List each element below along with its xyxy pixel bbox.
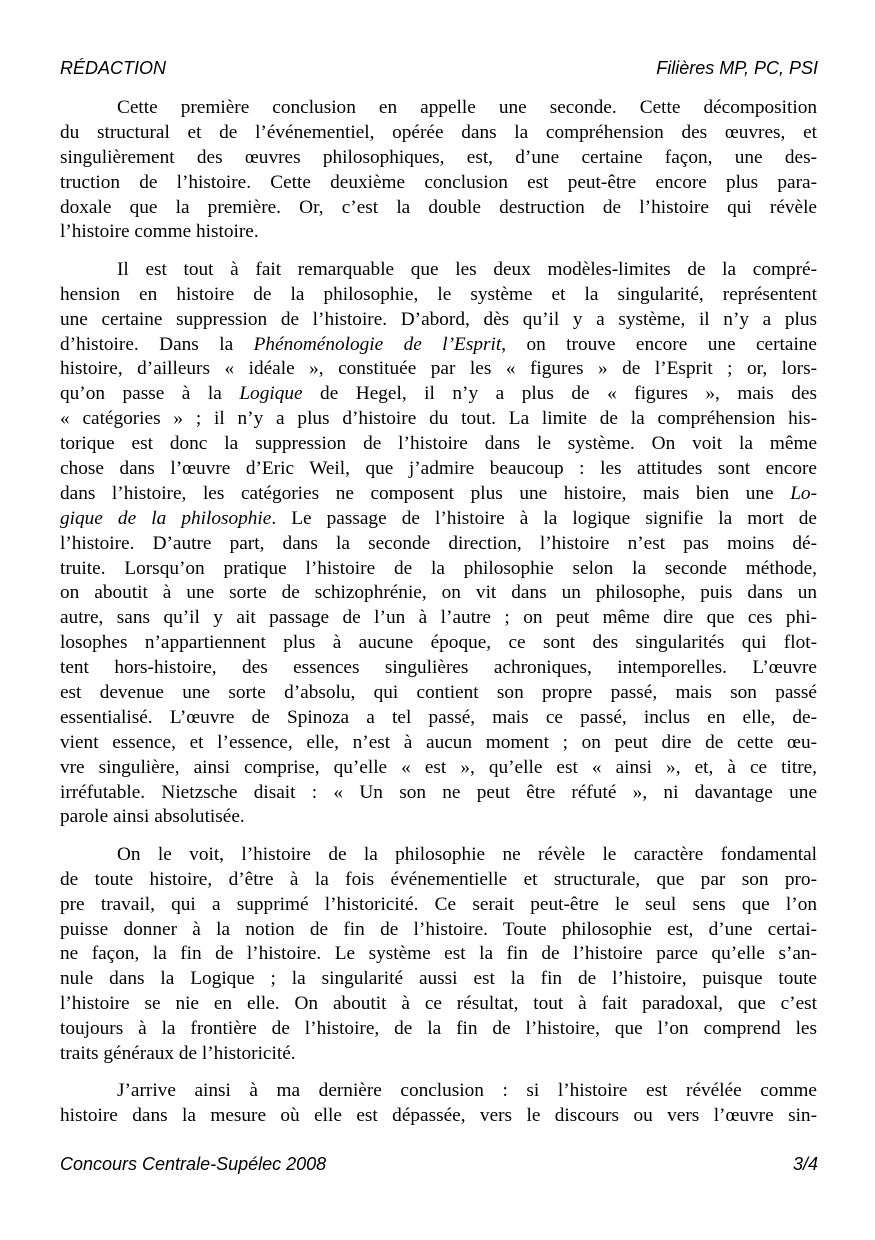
text-line: vient essence, et l’essence, elle, n’est à aucun moment ; on peut dire de cette œu- xyxy=(60,731,817,753)
text-line: on aboutit à une sorte de schizophrénie, on vit dans un philosophe, puis dans un xyxy=(60,582,817,604)
text-line: nule dans la Logique ; la singularité aussi est la fin de l’histoire, puisque toute xyxy=(60,968,817,990)
body-text xyxy=(60,96,817,1142)
text-line: Cette première conclusion en appelle une seconde. Cette décomposition xyxy=(117,97,817,118)
text-line: autre, sans qu’il y ait passage de l’un à l’autre ; on peut même dire que ces phi- xyxy=(60,607,817,629)
book-title-phenomenologie: Phénoménologie de l’Esprit xyxy=(253,333,502,355)
text-segment: de Hegel, il n’y a plus de « figures », mais des xyxy=(302,383,817,405)
paragraph-4 xyxy=(60,1079,817,1129)
text-line: torique est donc la suppression de l’histoire dans le système. On voit la même xyxy=(60,433,817,455)
text-line: truite. Lorsqu’on pratique l’histoire de la philosophie selon la seconde méthode, xyxy=(60,557,817,579)
text-line: l’histoire comme histoire. xyxy=(60,221,259,243)
paragraph-3 xyxy=(60,843,817,1067)
text-line: toujours à la frontière de l’histoire, de la fin de l’histoire, que l’on comprend les xyxy=(60,1018,817,1040)
page-header xyxy=(60,57,818,79)
text-line xyxy=(60,333,817,358)
text-line: ne façon, la fin de l’histoire. Le système est la fin de l’histoire parce qu’elle s’an- xyxy=(60,943,817,965)
paragraph-2 xyxy=(60,258,817,830)
text-segment: , on trouve encore une certaine xyxy=(501,333,817,355)
text-line: traits généraux de l’historicité. xyxy=(60,1042,296,1064)
text-line: de toute histoire, d’être à la fois événementielle et structurale, que par son pro- xyxy=(60,868,817,890)
text-line: puisse donner à la notion de fin de l’histoire. Toute philosophie est, d’une certai- xyxy=(60,918,817,940)
text-line: truction de l’histoire. Cette deuxième conclusion est peut-être encore plus para- xyxy=(60,171,817,193)
text-line: singulièrement des œuvres philosophiques, est, d’une certaine façon, une des- xyxy=(60,146,817,168)
text-line: J’arrive ainsi à ma dernière conclusion : si l’histoire est révélée comme xyxy=(117,1080,817,1102)
text-line: tent hors-histoire, des essences singulières achroniques, intemporelles. L’œuvre xyxy=(60,657,817,679)
text-line: l’histoire se nie en elle. On aboutit à ce résultat, tout à fait paradoxal, que c’est xyxy=(60,993,817,1015)
text-line: On le voit, l’histoire de la philosophie ne révèle le caractère fondamental xyxy=(117,843,817,865)
text-line: losophes n’appartiennent plus à aucune époque, ce sont des singularités qui flot- xyxy=(60,632,817,654)
text-line: est devenue une sorte d’absolu, qui contient son propre passé, mais son passé xyxy=(60,681,817,703)
text-line xyxy=(60,482,817,507)
text-line: hension en histoire de la philosophie, le système et la singularité, représentent xyxy=(60,283,817,305)
text-line: irréfutable. Nietzsche disait : « Un son ne peut être réfuté », ni davantage une xyxy=(60,781,817,803)
text-line: « catégories » ; il n’y a plus d’histoire du tout. La limite de la compréhension his- xyxy=(60,408,817,430)
text-line: essentialisé. L’œuvre de Spinoza a tel passé, mais ce passé, inclus en elle, de- xyxy=(60,706,817,728)
text-segment: qu’on passe à la xyxy=(60,383,240,405)
text-line: chose dans l’œuvre d’Eric Weil, que j’admire beaucoup : les attitudes sont encore xyxy=(60,457,817,479)
page-footer xyxy=(60,1153,818,1175)
text-line: pre travail, qui a supprimé l’historicité. Ce serait peut-être le seul sens que l’on xyxy=(60,893,817,915)
footer-exam-name: Concours Centrale-Supélec 2008 xyxy=(60,1154,327,1174)
text-line: une certaine suppression de l’histoire. D’abord, dès qu’il y a système, il n’y a plus xyxy=(60,308,817,330)
text-line: histoire dans la mesure où elle est dépassée, vers le discours ou vers l’œuvre sin- xyxy=(60,1105,817,1127)
text-line: parole ainsi absolutisée. xyxy=(60,806,245,828)
text-line xyxy=(60,507,817,532)
text-line: l’histoire. D’autre part, dans la seconde direction, l’histoire n’est pas moins dé- xyxy=(60,532,817,554)
text-segment: . Le passage de l’histoire à la logique signifie la mort de xyxy=(271,507,817,529)
text-line: vre singulière, ainsi comprise, qu’elle « est », qu’elle est « ainsi », et, à ce titre, xyxy=(60,756,817,778)
text-segment: d’histoire. Dans la xyxy=(60,333,254,355)
book-title-logique-philosophie-end: gique de la philosophie xyxy=(60,507,272,529)
page-number: 3/4 xyxy=(792,1154,818,1174)
paragraph-1 xyxy=(60,96,817,245)
text-line: du structural et de l’événementiel, opérée dans la compréhension des œuvres, et xyxy=(60,121,817,143)
header-section-title: RÉDACTION xyxy=(60,58,167,78)
header-streams: Filières MP, PC, PSI xyxy=(656,58,818,78)
text-line xyxy=(60,382,817,407)
text-line: doxale que la première. Or, c’est la double destruction de l’histoire qui révèle xyxy=(60,196,817,218)
book-title-logique-philosophie-start: Lo- xyxy=(790,482,817,504)
text-line: Il est tout à fait remarquable que les deux modèles-limites de la compré- xyxy=(117,258,817,280)
book-title-logique: Logique xyxy=(239,383,303,405)
text-segment: dans l’histoire, les catégories ne composent plus une histoire, mais bien une xyxy=(60,482,791,504)
text-line: histoire, d’ailleurs « idéale », constituée par les « figures » de l’Esprit ; or, lors- xyxy=(60,358,817,380)
